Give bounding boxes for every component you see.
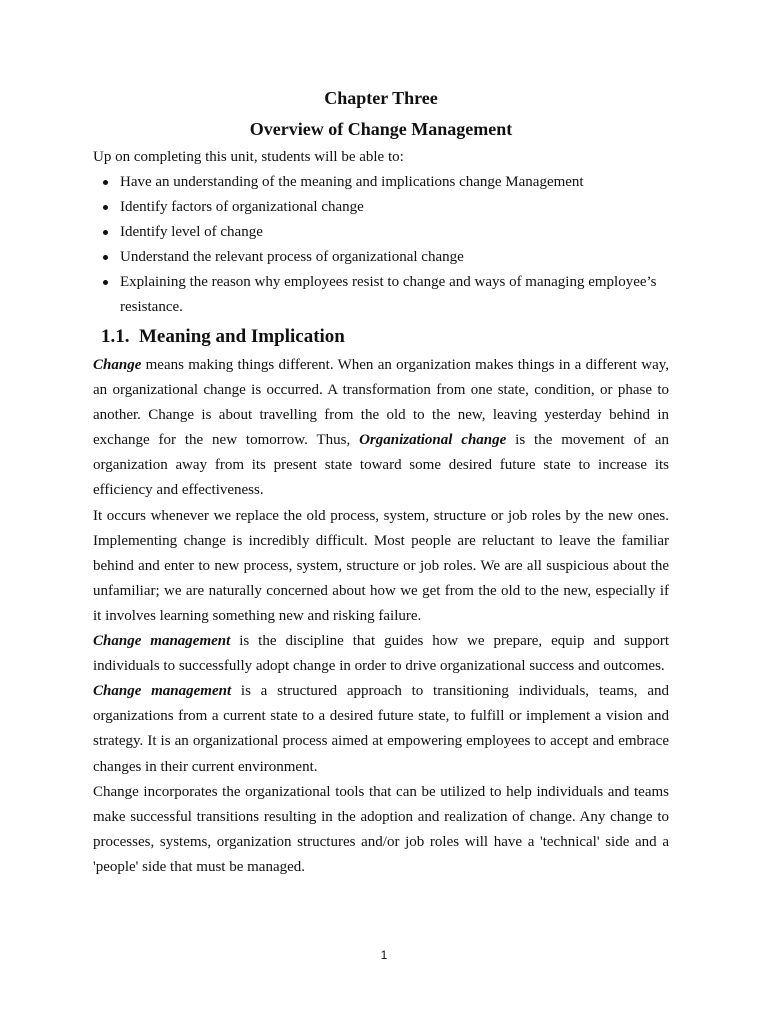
section-number: 1.1. bbox=[101, 326, 130, 347]
section-title: Meaning and Implication bbox=[139, 326, 345, 347]
paragraph-change-definition bbox=[93, 353, 669, 504]
paragraph-text: is a structured approach to transitioning individuals, teams, and organizations from a current state to a desired future state, to fulfill or implement a vision and strategy. It is an organizational process aimed at empowering employees to accept and embrace changes in their current environment. bbox=[93, 683, 669, 775]
objective-text: Have an understanding of the meaning and implications change Management bbox=[120, 174, 584, 190]
chapter-subtitle: Overview of Change Management bbox=[249, 119, 513, 139]
paragraph-text: is the discipline that guides how we prepare, equip and support individuals to successfully adopt change in order to drive organizational success and outcomes. bbox=[93, 633, 669, 675]
bullet-icon bbox=[103, 205, 108, 210]
objective-item bbox=[93, 195, 669, 220]
paragraph-change-management-discipline bbox=[93, 629, 669, 679]
objective-item bbox=[93, 270, 669, 320]
objective-text: Identify level of change bbox=[120, 224, 263, 240]
bullet-icon bbox=[103, 280, 108, 285]
term-organizational-change: Organizational change bbox=[359, 432, 507, 449]
chapter-title: Chapter Three bbox=[324, 88, 438, 108]
bullet-icon bbox=[103, 180, 108, 185]
objective-text: Understand the relevant process of organizational change bbox=[120, 249, 464, 265]
objective-item bbox=[93, 245, 669, 270]
objectives-intro: Up on completing this unit, students will be able to: bbox=[93, 149, 404, 165]
page-number: 1 bbox=[380, 948, 388, 962]
section-heading bbox=[101, 324, 669, 350]
paragraph-text: means making things different. When an organization makes things in a different way, an organizational change is occurred. A transformation from one state, condition, or phase to another. Change is about travelling from the old to the new, leaving yesterday behind in exchange for the new tomorrow. Thus, bbox=[93, 357, 669, 449]
objective-text: Explaining the reason why employees resist to change and ways of managing employee’s resistance. bbox=[120, 274, 657, 315]
bullet-icon bbox=[103, 230, 108, 235]
objective-item bbox=[93, 170, 669, 195]
objective-text: Identify factors of organizational change bbox=[120, 199, 364, 215]
paragraph-change-tools: Change incorporates the organizational tools that can be utilized to help individuals and teams make successful transitions resulting in the adoption and realization of change. Any change to processes, systems, organization structures and/or job roles will have a 'technical' side and a 'people' side that must be managed. bbox=[93, 783, 669, 875]
document-page bbox=[93, 86, 669, 880]
objective-item bbox=[93, 220, 669, 245]
paragraph-change-management-approach bbox=[93, 679, 669, 779]
paragraph-change-occurs: It occurs whenever we replace the old process, system, structure or job roles by the new ones. Implementing change is incredibly difficult. Most people are reluctant to leave the familiar behind and enter to new process, system, structure or job roles. We are all suspicious about the unfamiliar; we are naturally concerned about how we get from the old to the new, especially if it involves learning something new and risking failure. bbox=[93, 507, 669, 624]
bullet-icon bbox=[103, 255, 108, 260]
term-change: Change bbox=[93, 357, 142, 373]
term-change-management: Change management bbox=[93, 683, 232, 700]
term-change-management: Change management bbox=[93, 633, 231, 650]
objectives-list bbox=[93, 170, 669, 320]
paragraph-text: is the movement of an organization away from its present state toward some desired future state to increase its efficiency and effectiveness. bbox=[93, 432, 669, 499]
